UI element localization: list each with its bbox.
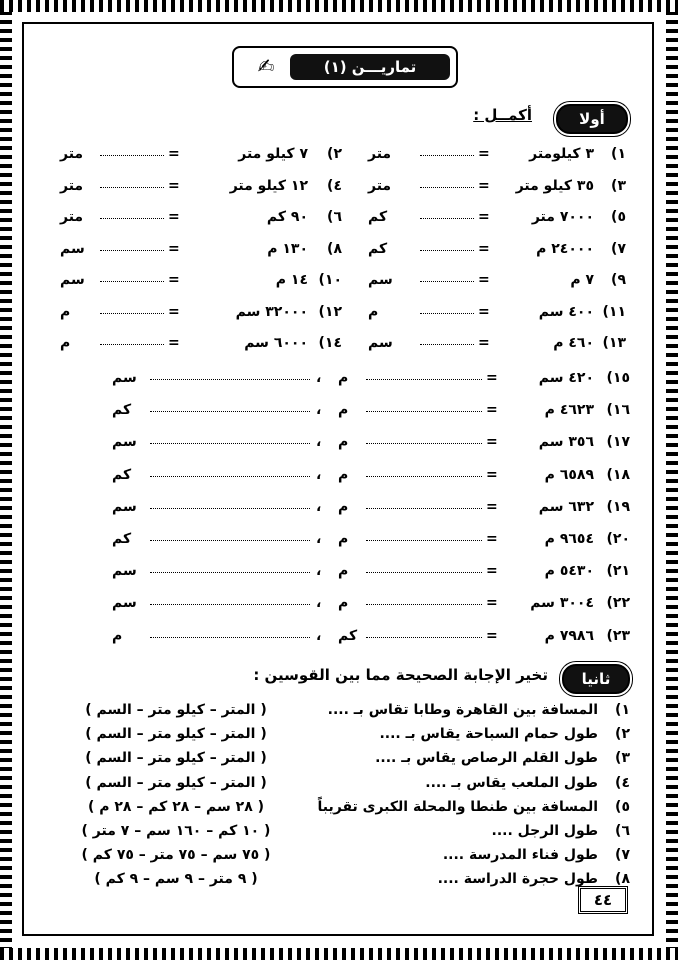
choice-options: ( المتر – كيلو متر – السم ) (85, 726, 267, 743)
item-number: ٢٠) (606, 531, 630, 547)
item-expression: ٣٢٠٠٠ سم (235, 303, 308, 320)
choice-number: ٧) (615, 847, 630, 864)
item-expression: ٤٦٢٣ م (544, 402, 594, 419)
unit-label: م (60, 335, 71, 351)
answer-blank (100, 155, 164, 156)
answer-blank (366, 411, 482, 412)
item-number: ٦) (327, 209, 342, 225)
equals-sign: = (486, 434, 498, 451)
item-expression: ٣٥ كيلو متر (515, 177, 594, 194)
comma-separator: ، (316, 434, 322, 451)
answer-blank (100, 313, 164, 314)
unit-label: متر (368, 146, 392, 162)
item-expression: ٦٥٨٩ م (544, 466, 594, 483)
choice-question: طول الملعب يقاس بـ .... (425, 774, 598, 791)
unit-label: كم (112, 531, 132, 547)
choice-number: ٣) (615, 750, 630, 767)
item-number: ٢٣) (606, 627, 630, 644)
answer-blank (420, 344, 474, 345)
item-expression: ٣٥٦ سم (538, 434, 594, 451)
choice-options: ( المتر – كيلو متر – السم ) (85, 750, 267, 767)
choice-options: ( المتر – كيلو متر – السم ) (85, 702, 267, 718)
unit-label: سم (60, 272, 85, 288)
item-number: ٨) (327, 240, 342, 257)
page-title: تماريـــن (١) (290, 54, 450, 80)
section2-title: تخير الإجابة الصحيحة مما بين القوسين : (253, 666, 548, 684)
unit-label: سم (112, 434, 137, 451)
choice-options: ( ١٠ كم – ١٦٠ سم – ٧ متر ) (81, 823, 271, 839)
comma-separator: ، (316, 627, 322, 644)
answer-blank (420, 313, 474, 314)
unit-label: م (338, 563, 349, 580)
equals-sign: = (168, 272, 180, 288)
choice-options: ( ٩ متر – ٩ سم – ٩ كم ) (94, 871, 258, 888)
equals-sign: = (478, 335, 490, 351)
unit-label: متر (60, 209, 84, 225)
comma-separator: ، (316, 466, 322, 483)
equals-sign: = (486, 627, 498, 644)
choice-options: ( ٧٥ سم – ٧٥ متر – ٧٥ كم ) (81, 847, 271, 864)
item-expression: ٦٣٢ سم (538, 498, 594, 515)
answer-blank (100, 218, 164, 219)
item-expression: ٧ كيلو متر (238, 146, 308, 162)
item-number: ١٦) (606, 402, 630, 419)
equals-sign: = (478, 303, 490, 320)
item-number: ١٨) (606, 466, 630, 483)
unit-label: سم (112, 563, 137, 580)
choice-number: ٨) (615, 871, 630, 888)
answer-blank (150, 637, 310, 638)
item-number: ٣) (611, 177, 626, 194)
equals-sign: = (168, 209, 180, 225)
item-number: ٩) (611, 272, 626, 288)
answer-blank (150, 604, 310, 605)
equals-sign: = (486, 402, 498, 419)
comma-separator: ، (316, 531, 322, 547)
answer-blank (366, 637, 482, 638)
answer-blank (150, 379, 310, 380)
equals-sign: = (168, 177, 180, 194)
item-number: ١٠) (318, 272, 342, 288)
item-number: ١٢) (318, 303, 342, 320)
unit-label: م (112, 627, 123, 644)
unit-label: م (60, 303, 71, 320)
item-number: ١٥) (606, 370, 630, 386)
choice-number: ١) (615, 702, 630, 718)
equals-sign: = (478, 240, 490, 257)
choice-question: طول فناء المدرسة .... (442, 847, 598, 864)
unit-label: متر (368, 177, 392, 194)
answer-blank (420, 250, 474, 251)
item-expression: ٧٩٨٦ م (544, 627, 594, 644)
item-expression: ٧ م (570, 272, 594, 288)
item-expression: ٧٠٠٠ متر (531, 209, 594, 225)
item-expression: ١٤ م (275, 272, 308, 288)
equals-sign: = (168, 240, 180, 257)
equals-sign: = (486, 370, 498, 386)
item-number: ٢٢) (606, 595, 630, 612)
item-expression: ٦٠٠٠ سم (244, 335, 308, 351)
unit-label: م (338, 370, 349, 386)
item-number: ١٣) (602, 335, 626, 351)
equals-sign: = (478, 272, 490, 288)
unit-label: م (368, 303, 379, 320)
answer-blank (366, 508, 482, 509)
answer-blank (366, 540, 482, 541)
answer-blank (100, 281, 164, 282)
answer-blank (150, 443, 310, 444)
item-expression: ٤٢٠ سم (538, 370, 594, 386)
comma-separator: ، (316, 498, 322, 515)
item-expression: ٩٦٥٤ م (544, 531, 594, 547)
equals-sign: = (478, 209, 490, 225)
choice-question: طول حجرة الدراسة .... (437, 871, 598, 888)
answer-blank (366, 443, 482, 444)
equals-sign: = (486, 498, 498, 515)
answer-blank (150, 476, 310, 477)
item-expression: ٣٠٠٤ سم (530, 595, 594, 612)
comma-separator: ، (316, 370, 322, 386)
unit-label: م (338, 402, 349, 419)
answer-blank (150, 572, 310, 573)
choice-question: طول الرجل .... (491, 823, 598, 839)
answer-blank (150, 411, 310, 412)
answer-blank (366, 572, 482, 573)
unit-label: سم (368, 335, 393, 351)
equals-sign: = (168, 335, 180, 351)
item-number: ٢) (327, 146, 342, 162)
answer-blank (100, 344, 164, 345)
unit-label: كم (368, 209, 388, 225)
choice-question: المسافة بين طنطا والمحلة الكبرى تقريباً (317, 798, 598, 815)
item-expression: ٥٤٣٠ م (544, 563, 594, 580)
item-expression: ٤٦٠ م (553, 335, 594, 351)
item-number: ١٩) (606, 498, 630, 515)
item-expression: ٢٤٠٠٠ م (536, 240, 594, 257)
answer-blank (366, 476, 482, 477)
unit-label: كم (368, 240, 388, 257)
equals-sign: = (168, 303, 180, 320)
comma-separator: ، (316, 595, 322, 612)
equals-sign: = (478, 177, 490, 194)
answer-blank (366, 604, 482, 605)
section2-badge: ثانيا (562, 664, 630, 694)
item-number: ١) (611, 146, 626, 162)
item-number: ٥) (611, 209, 626, 225)
item-number: ٧) (611, 240, 626, 257)
equals-sign: = (486, 595, 498, 612)
answer-blank (150, 508, 310, 509)
equals-sign: = (486, 563, 498, 580)
choice-options: ( ٢٨ سم – ٢٨ كم – ٢٨ م ) (87, 798, 265, 815)
answer-blank (420, 218, 474, 219)
choice-question: المسافة بين القاهرة وطابا تقاس بـ .... (327, 702, 598, 718)
choice-number: ٦) (615, 823, 630, 839)
item-expression: ١٣٠ م (267, 240, 308, 257)
item-expression: ١٢ كيلو متر (229, 177, 308, 194)
answer-blank (100, 250, 164, 251)
section1-badge: أولا (556, 104, 628, 134)
choice-number: ٤) (615, 774, 630, 791)
unit-label: م (338, 595, 349, 612)
section1-title: أكمــل : (473, 106, 532, 124)
equals-sign: = (486, 531, 498, 547)
unit-label: م (338, 498, 349, 515)
item-expression: ٩٠ كم (266, 209, 308, 225)
page-number: ٤٤ (578, 886, 628, 914)
answer-blank (100, 187, 164, 188)
unit-label: سم (112, 498, 137, 515)
answer-blank (420, 281, 474, 282)
choice-number: ٢) (615, 726, 630, 743)
unit-label: سم (60, 240, 85, 257)
answer-blank (150, 540, 310, 541)
choice-question: طول القلم الرصاص يقاس بـ .... (375, 750, 598, 767)
unit-label: سم (368, 272, 393, 288)
unit-label: متر (60, 146, 84, 162)
item-expression: ٣ كيلومتر (529, 146, 594, 162)
comma-separator: ، (316, 563, 322, 580)
unit-label: كم (112, 402, 132, 419)
comma-separator: ، (316, 402, 322, 419)
unit-label: كم (338, 627, 358, 644)
unit-label: متر (60, 177, 84, 194)
choice-options: ( المتر – كيلو متر – السم ) (85, 774, 267, 791)
choice-number: ٥) (615, 798, 630, 815)
choice-question: طول حمام السباحة يقاس بـ .... (379, 726, 598, 743)
unit-label: م (338, 434, 349, 451)
equals-sign: = (478, 146, 490, 162)
unit-label: م (338, 531, 349, 547)
writing-figure-icon: ✍ (257, 54, 275, 78)
item-number: ١٧) (606, 434, 630, 451)
item-number: ٤) (327, 177, 342, 194)
equals-sign: = (168, 146, 180, 162)
equals-sign: = (486, 466, 498, 483)
item-expression: ٤٠٠ سم (538, 303, 594, 320)
answer-blank (420, 155, 474, 156)
unit-label: كم (112, 466, 132, 483)
unit-label: سم (112, 370, 137, 386)
unit-label: م (338, 466, 349, 483)
unit-label: سم (112, 595, 137, 612)
answer-blank (366, 379, 482, 380)
item-number: ١١) (602, 303, 626, 320)
item-number: ٢١) (606, 563, 630, 580)
answer-blank (420, 187, 474, 188)
item-number: ١٤) (318, 335, 342, 351)
